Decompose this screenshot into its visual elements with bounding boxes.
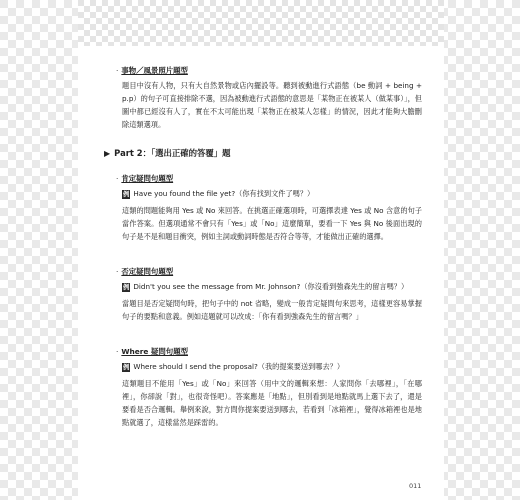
- section-heading: · 否定疑問句題型: [116, 267, 174, 276]
- paragraph: 題目中沒有人物，只有大自然景物或店內擺設等。聽到被動進行式語態（be 動詞 + being + p.p）的句子可直接排除不選，因為被動進行式語態的意思是「某物正在被某人（做某事）」，但圖中都已經沒有人了，實在不太可能出現「某物正在被某人怎樣」的情況，因此才能夠大膽刪除這類選項。: [122, 81, 422, 129]
- example-sentence: 例 Have you found the file yet?（你有找到文件了嗎？）: [123, 189, 315, 198]
- bullet-icon: ·: [116, 347, 119, 356]
- part-heading: ▶ Part 2：「選出正確的答覆」題: [104, 148, 231, 158]
- paragraph: 這類題目不能用「Yes」或「No」來回答（用中文的邏輯來想：人家問你「去哪裡」，「在哪裡」，你卻說「對」，也很奇怪吧）。答案應是「地點」，但別看到是地點就馬上選下去了，還是要看是否合邏輯。舉例來說，對方問你提案要送到哪去，若看到「冰箱裡」，覺得冰箱裡也是地點就選了，這樣當然是踩雷的。: [122, 379, 422, 427]
- decorative-header-pattern: [78, 0, 444, 46]
- paragraph: 這類的問題能夠用 Yes 或 No 來回答。在挑選正確選項時，可選擇表達 Yes 或 No 含意的句子當作答案。但選項通常不會只有「Yes」或「No」這麼簡單，要看一下 Yes 與 No 後面出現的句子是不是和題目衝突，例如主詞或動詞時態是否符合等等，才能做出正確的選擇。: [122, 206, 422, 241]
- example-sentence: 例 Where should I send the proposal?（我的提案要送到哪去？）: [123, 362, 345, 371]
- page-number: 011: [409, 482, 422, 490]
- section-heading: · 事物／風景照片題型: [116, 66, 188, 75]
- bullet-icon: ·: [116, 174, 119, 183]
- section-heading: · Where 疑問句題型: [116, 347, 188, 356]
- example-badge: 例: [123, 190, 130, 198]
- section-heading: · 肯定疑問句題型: [116, 174, 174, 183]
- document-page: [78, 0, 444, 500]
- example-sentence: 例 Didn't you see the message from Mr. Johnson?（你沒看到強森先生的留言嗎？）: [123, 282, 409, 291]
- paragraph: 當題目是否定疑問句時，把句子中的 not 省略，變成一般肯定疑問句來思考，這樣更容易掌握句子的要點和意義。例如這題就可以改成：「你有看到強森先生的留言嗎？」: [122, 299, 422, 321]
- bullet-icon: ·: [116, 66, 119, 75]
- bullet-icon: ·: [116, 267, 119, 276]
- example-badge: 例: [123, 283, 130, 291]
- triangle-right-icon: ▶: [104, 149, 111, 158]
- example-badge: 例: [123, 363, 130, 371]
- page-content: [104, 64, 422, 439]
